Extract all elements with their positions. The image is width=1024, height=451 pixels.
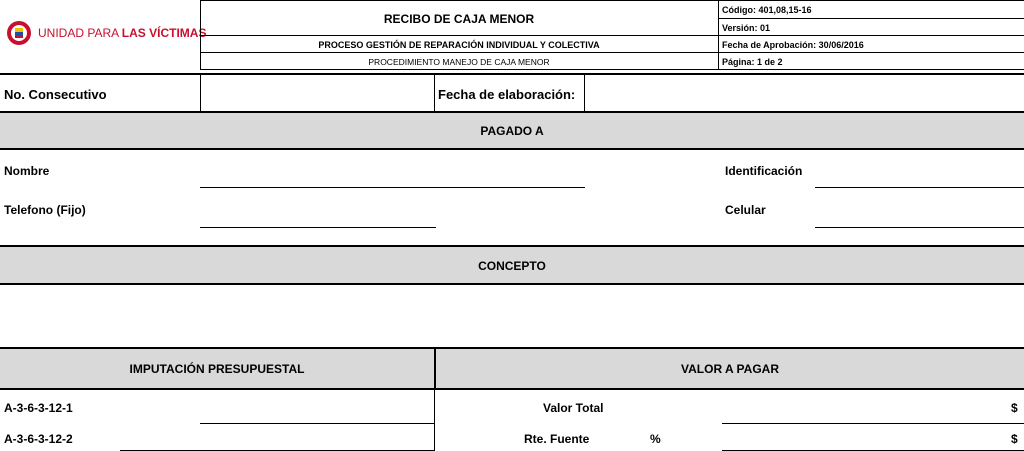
concepto-field[interactable] [0,285,1024,347]
imputacion-code-2: A-3-6-3-12-2 [4,432,73,446]
rte-fuente-percent: % [650,432,661,446]
page-number: Página: 1 de 2 [722,57,783,67]
procedure-name: PROCEDIMIENTO MANEJO DE CAJA MENOR [368,57,550,67]
process-name: PROCESO GESTIÓN DE REPARACIÓN INDIVIDUAL Y COLECTIVA [318,40,600,50]
consecutivo-field[interactable] [201,75,433,110]
telefono-label: Telefono (Fijo) [4,203,86,217]
logo [6,20,207,48]
logo-text-bold: LAS VÍCTIMAS [121,26,207,40]
doc-version: Versión: 01 [722,23,771,33]
consecutivo-label: No. Consecutivo [4,87,107,102]
celular-label: Celular [725,203,766,217]
logo-text [38,26,206,40]
pagado-title: PAGADO A [480,124,544,138]
valor-title: VALOR A PAGAR [681,362,779,376]
nombre-field[interactable] [200,187,585,188]
celular-field[interactable] [815,227,1024,228]
identificacion-field[interactable] [815,187,1024,188]
currency-symbol-2: $ [1011,432,1018,446]
fecha-elaboracion-field[interactable] [585,75,1024,110]
concepto-title: CONCEPTO [478,259,546,273]
imputacion-code-1: A-3-6-3-12-1 [4,401,73,415]
currency-symbol-1: $ [1011,401,1018,415]
nombre-label: Nombre [4,164,50,178]
form-title: RECIBO DE CAJA MENOR [383,12,535,26]
imputacion-field-1[interactable] [200,423,434,424]
valor-total-field[interactable] [722,423,1024,424]
fecha-elaboracion-label: Fecha de elaboración: [438,87,576,102]
doc-code: Código: 401,08,15-16 [722,5,812,15]
coat-of-arms-icon [6,20,32,46]
identificacion-label: Identificación [725,164,803,178]
logo-text-normal: UNIDAD PARA [38,26,122,40]
approval-date: Fecha de Aprobación: 30/06/2016 [722,40,864,50]
rte-fuente-label: Rte. Fuente [524,432,590,446]
valor-total-label: Valor Total [543,401,604,415]
telefono-field[interactable] [200,227,436,228]
imputacion-title: IMPUTACIÓN PRESUPUESTAL [129,362,305,376]
